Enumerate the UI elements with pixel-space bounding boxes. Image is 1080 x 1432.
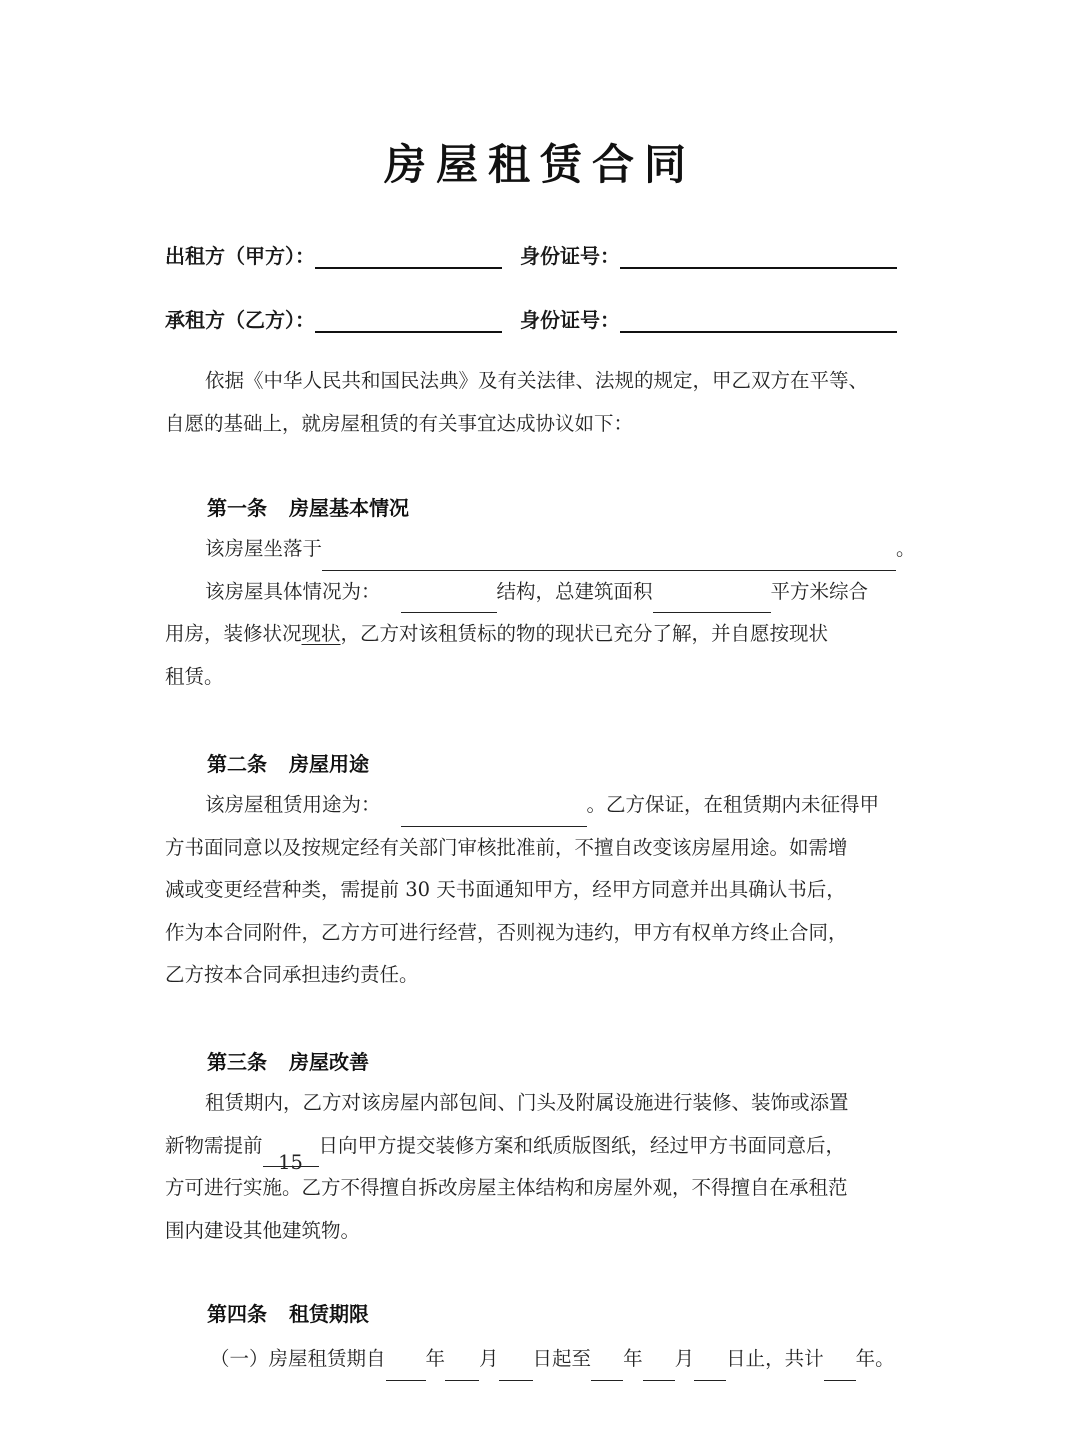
article-2-body [165, 784, 917, 997]
structure-field[interactable] [401, 588, 497, 613]
article-4-term-line: （一）房屋租赁期自 年 月 日起至 年 月 日止，共计 年。 [210, 1338, 930, 1381]
article-2-number: 第二条 [207, 752, 267, 776]
start-year-field[interactable] [386, 1356, 426, 1381]
article-3-line-4: 围内建设其他建筑物。 [165, 1218, 361, 1242]
party-a-id-label: 身份证号： [520, 244, 620, 268]
article-2-line-1: 该房屋租赁用途为： 。乙方保证，在租赁期内未征得甲 [165, 784, 917, 827]
article-3-number: 第三条 [207, 1050, 267, 1074]
article-3-line-2: 新物需提前15日向甲方提交装修方案和纸质版图纸，经过甲方书面同意后， [165, 1133, 846, 1174]
party-b-name-field[interactable] [315, 309, 502, 333]
article-3-heading [207, 1046, 369, 1075]
party-b-label: 承租方（乙方）： [165, 308, 315, 332]
article-2-line-5: 乙方按本合同承担违约责任。 [165, 963, 419, 986]
notice-days-field[interactable]: 15 [263, 1142, 319, 1167]
article-2-line-4: 作为本合同附件，乙方方可进行经营，否则视为违约，甲方有权单方终止合同， [165, 920, 848, 944]
end-month-field[interactable] [643, 1356, 675, 1381]
article-3-title: 房屋改善 [289, 1050, 369, 1074]
start-day-field[interactable] [499, 1356, 533, 1381]
article-2-heading [207, 748, 369, 777]
party-a-row [165, 240, 897, 269]
location-field[interactable] [322, 546, 896, 571]
intro-line-1: 依据《中华人民共和国民法典》及有关法律、法规的规定，甲乙双方在平等、 [205, 369, 869, 392]
article-2-line-2: 方书面同意以及按规定经有关部门审核批准前，不擅自改变该房屋用途。如需增 [165, 835, 848, 859]
article-1-line-4: 租赁。 [165, 664, 224, 688]
article-1-title: 房屋基本情况 [289, 496, 409, 520]
article-1-detail-line: 该房屋具体情况为： 结构，总建筑面积 平方米综合 [165, 571, 917, 614]
usage-field[interactable] [401, 802, 587, 827]
decoration-status: 现状 [301, 622, 341, 645]
article-1-line-3: 用房，装修状况现状，乙方对该租赁标的物的现状已充分了解，并自愿按现状 [165, 622, 829, 645]
article-3-body [165, 1082, 917, 1252]
end-year-field[interactable] [591, 1356, 623, 1381]
start-month-field[interactable] [445, 1356, 479, 1381]
party-a-id-field[interactable] [620, 245, 897, 269]
intro-paragraph [165, 360, 917, 445]
article-3-line-1: 租赁期内，乙方对该房屋内部包间、门头及附属设施进行装修、装饰或添置 [205, 1091, 849, 1114]
end-day-field[interactable] [694, 1356, 726, 1381]
article-1-number: 第一条 [207, 496, 267, 520]
article-2-title: 房屋用途 [289, 752, 369, 776]
intro-line-2: 自愿的基础上，就房屋租赁的有关事宜达成协议如下： [165, 411, 634, 435]
article-4-title: 租赁期限 [289, 1302, 369, 1326]
party-b-id-label: 身份证号： [520, 308, 620, 332]
article-1-heading [207, 492, 409, 521]
article-3-line-3: 方可进行实施。乙方不得擅自拆改房屋主体结构和房屋外观，不得擅自在承租范 [165, 1176, 848, 1199]
total-years-field[interactable] [824, 1356, 856, 1381]
party-b-row [165, 304, 897, 333]
article-1-location-line: 该房屋坐落于 。 [165, 528, 917, 571]
article-4-body [210, 1338, 930, 1381]
party-a-name-field[interactable] [315, 245, 502, 269]
article-4-heading [207, 1298, 369, 1327]
party-a-label: 出租方（甲方）： [165, 244, 315, 268]
party-b-id-field[interactable] [620, 309, 897, 333]
article-2-line-3: 减或变更经营种类，需提前 30 天书面通知甲方，经甲方同意并出具确认书后， [165, 878, 846, 901]
article-1-body [165, 528, 917, 698]
document-title: 房屋租赁合同 [383, 140, 696, 189]
article-4-number: 第四条 [207, 1302, 267, 1326]
area-field[interactable] [653, 588, 771, 613]
